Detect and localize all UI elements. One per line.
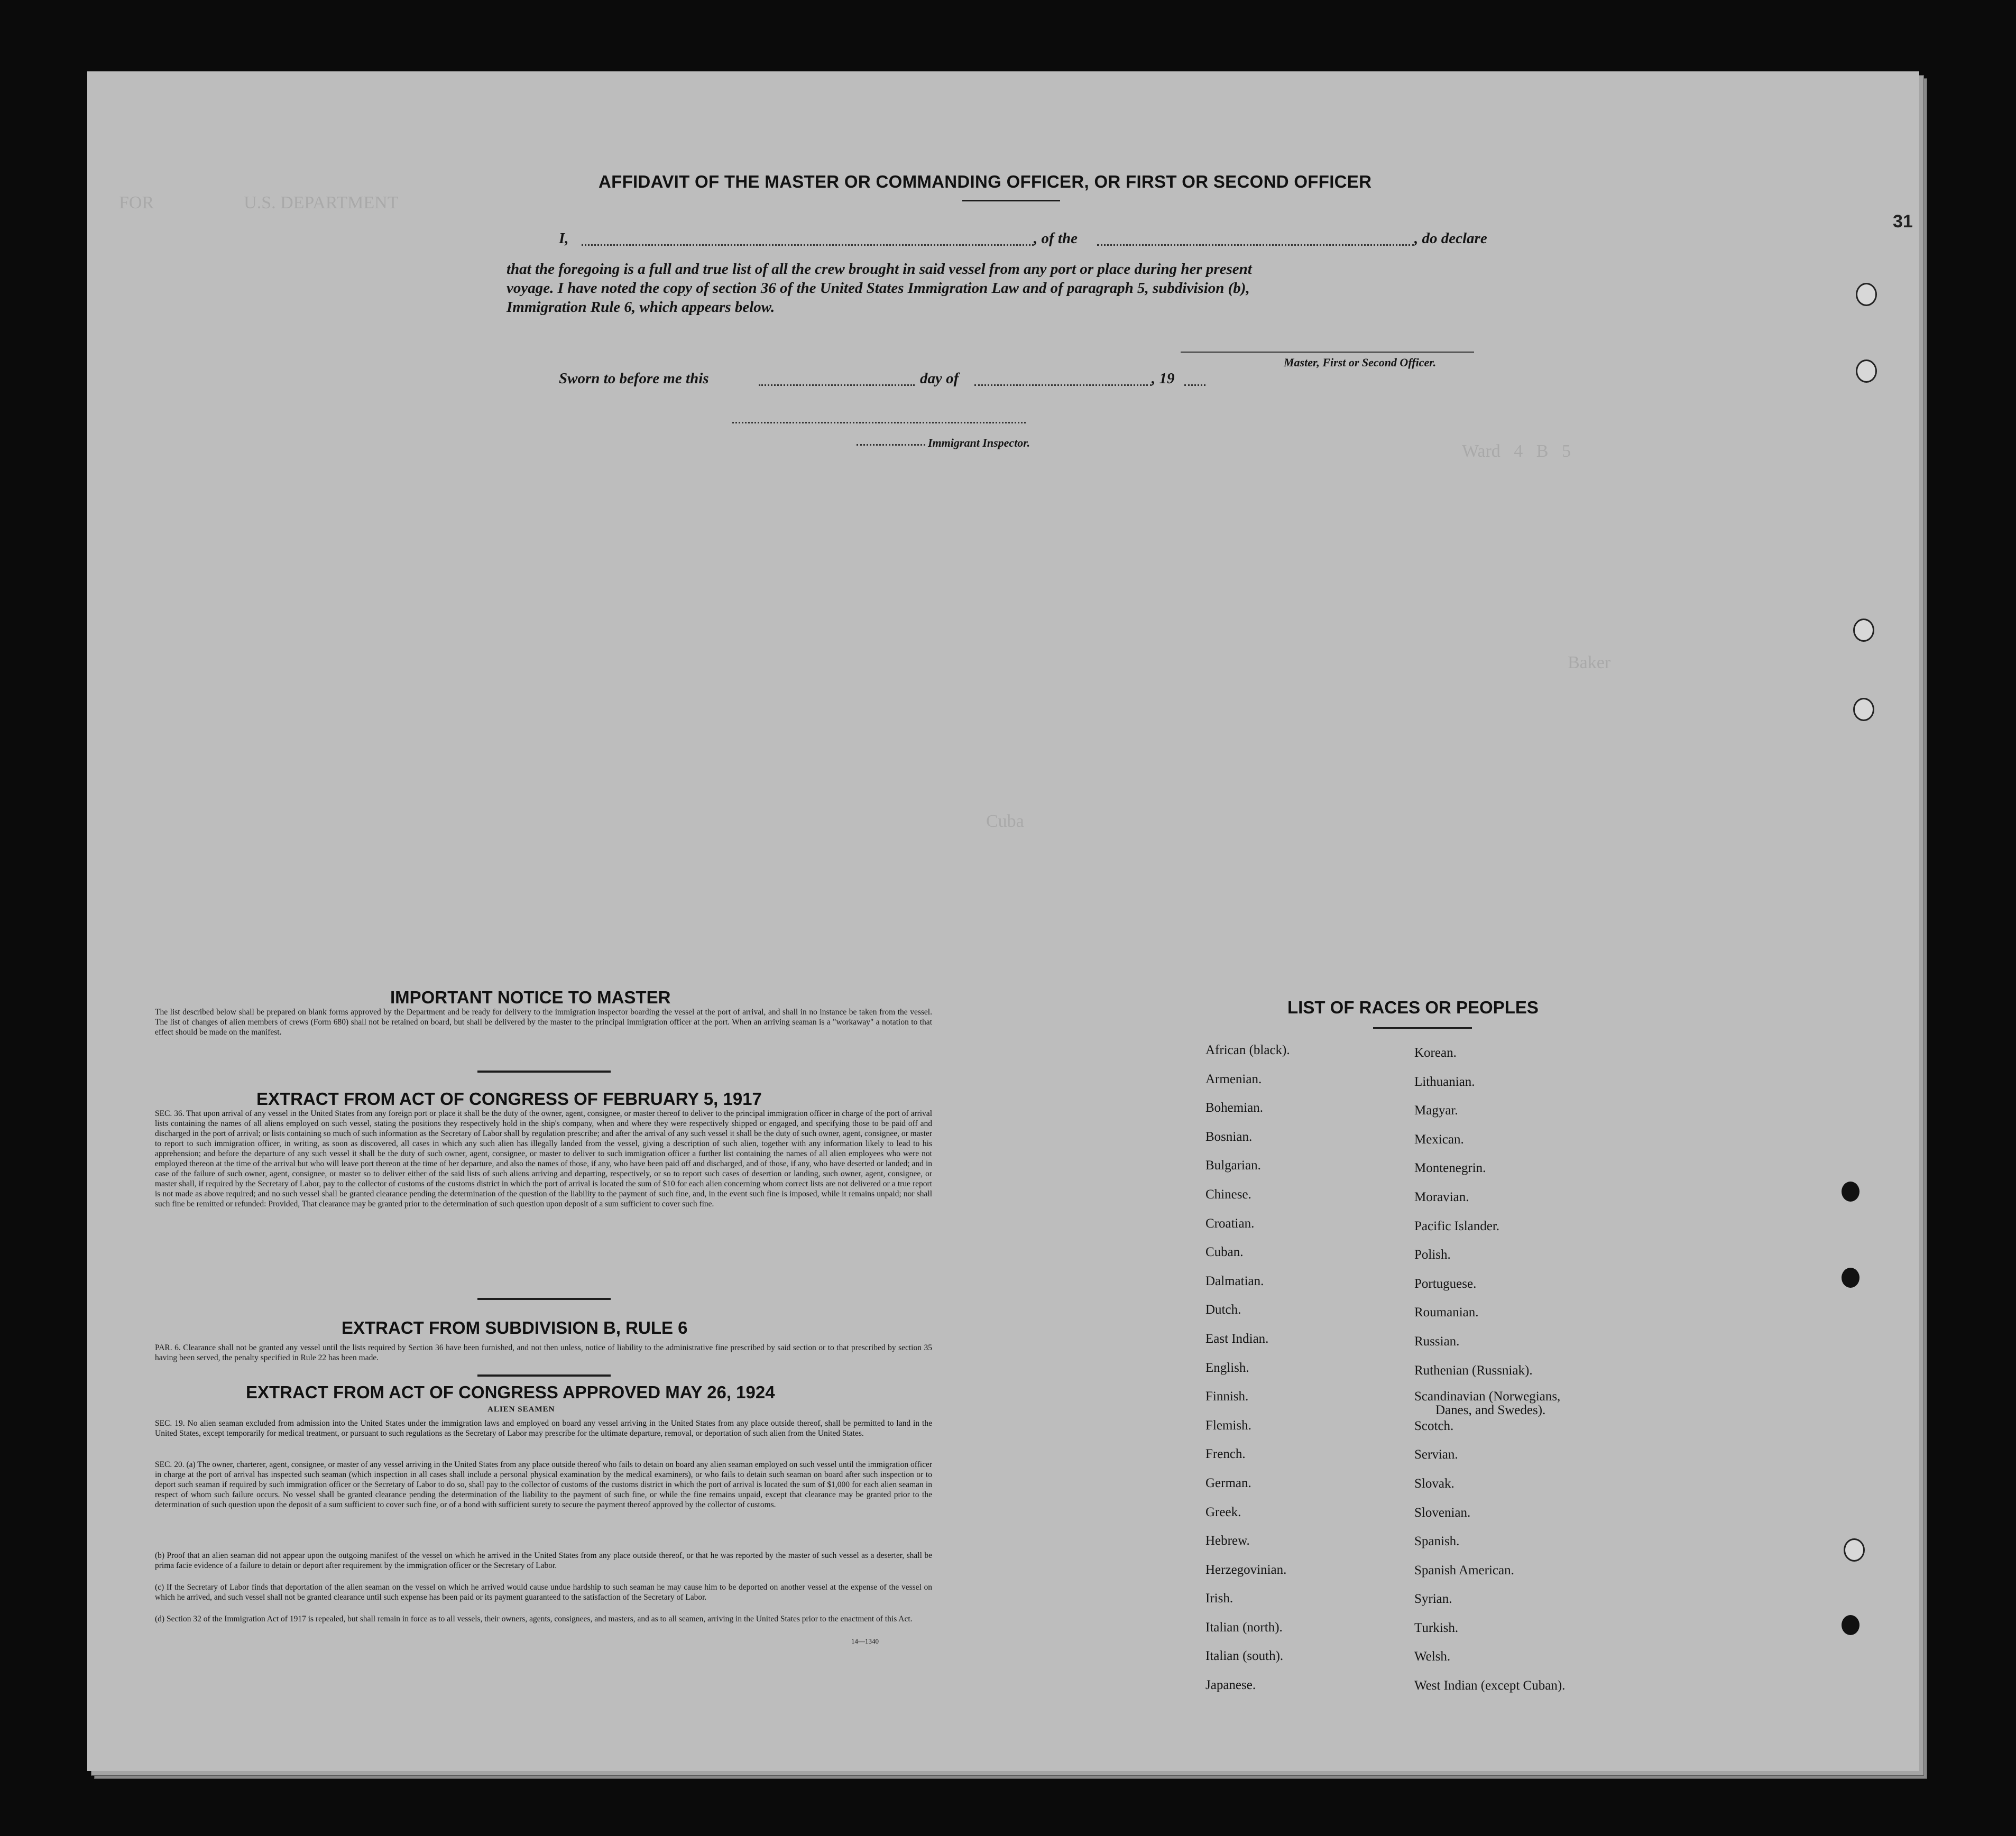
race-item: Russian. <box>1414 1334 1460 1349</box>
extract-1924-sec20a: SEC. 20. (a) The owner, charterer, agent, consignee, or master of any vessel arriving in the United States from any place outside thereof who fails to detain on board any alien seaman employed on such vessel until the immigration officer in charge at the port of arrival has inspected such seaman (which inspection in all cases shall include a personal physical examination by the medical examiners), or who fails to detain such seaman on board after such inspection or to deport such seaman if required by such immigration officer or the Secretary of Labor to do so, shall pay to the collector of customs of the customs district in which the port of arrival is located the sum of $1,000 for each alien seaman in respect of whom such failure occurs. No vessel shall be granted clearance pending the determination of the liability to the payment of such fine, or while the fine remains unpaid, except that clearance may be granted prior to the determination of such question upon the deposit of a sum sufficient to cover such fine, or of a bond with sufficient surety to secure the payment thereof approved by the collector of customs. <box>155 1460 932 1509</box>
alien-seamen-subtitle: ALIEN SEAMEN <box>487 1405 555 1414</box>
day-of-text: day of <box>920 370 959 387</box>
race-item: Slovenian. <box>1414 1505 1471 1520</box>
rule6-title: EXTRACT FROM SUBDIVISION B, RULE 6 <box>342 1318 688 1337</box>
rule6-text: PAR. 6. Clearance shall not be granted any vessel until the lists required by Section 36 have been furnished, and not then unless, notice of liability to the administrative fine prescribed by said section or to that prescribed by section 35 having been served, the penalty specified in Rule 22 has been made. <box>155 1343 932 1362</box>
race-item: Dalmatian. <box>1205 1274 1264 1288</box>
race-item: East Indian. <box>1205 1331 1269 1346</box>
affidavit-line-3: voyage. I have noted the copy of section 36 of the United States Immigration Law and of paragraph 5, subdivision (b), <box>507 280 1250 297</box>
race-item: Korean. <box>1414 1046 1457 1060</box>
extract-1917-title: EXTRACT FROM ACT OF CONGRESS OF FEBRUARY 5, 1917 <box>256 1089 762 1109</box>
name-line <box>582 244 1034 246</box>
race-item-label: Scandinavian (Norwegians, <box>1414 1389 1561 1404</box>
master-signature-line <box>1181 352 1474 353</box>
race-item: West Indian (except Cuban). <box>1414 1678 1566 1693</box>
race-item: Irish. <box>1205 1591 1233 1606</box>
race-item: Mexican. <box>1414 1132 1464 1147</box>
punch-hole <box>1856 359 1877 383</box>
notice-text: The list described below shall be prepared on blank forms approved by the Department and be ready for delivery to the immigration inspector boarding the vessel at the port of arrival, and shall in no instance be taken from the vessel. The list of changes of alien members of crews (Form 680) shall not be retained on board, but shall be delivered by the master to the principal immigration officer at the port. When an arriving seaman is a "workaway" a notation to that effect should be made on the manifest. <box>155 1008 932 1037</box>
race-item: Bulgarian. <box>1205 1158 1261 1173</box>
extract-1924-sec20d: (d) Section 32 of the Immigration Act of 1917 is repealed, but shall remain in force as to all vessels, their owners, agents, consignees, and masters, and as to all seamen, arriving in the United States prior to the enactment of this Act. <box>155 1614 913 1623</box>
notice-title: IMPORTANT NOTICE TO MASTER <box>390 988 671 1007</box>
sworn-month-line <box>974 384 1152 386</box>
punch-hole <box>1842 1182 1859 1202</box>
punch-hole <box>1853 698 1874 721</box>
vessel-line <box>1097 244 1414 246</box>
race-item: Chinese. <box>1205 1187 1251 1202</box>
race-item: Welsh. <box>1414 1649 1451 1664</box>
race-item: Lithuanian. <box>1414 1074 1475 1089</box>
year-text: , 19 <box>1152 370 1175 387</box>
sworn-text: Sworn to before me this <box>559 370 709 387</box>
race-item: African (black). <box>1205 1043 1290 1057</box>
race-item: Portuguese. <box>1414 1276 1477 1291</box>
races-right-column <box>1414 1046 1753 1708</box>
race-item-continuation: Danes, and Swedes). <box>1435 1403 1546 1418</box>
race-item: German. <box>1205 1475 1251 1490</box>
race-item: Bosnian. <box>1205 1129 1253 1144</box>
affidavit-of-the: , of the <box>1034 230 1078 247</box>
race-item: Magyar. <box>1414 1103 1458 1118</box>
race-item: Spanish. <box>1414 1534 1460 1549</box>
inspector-caption: Immigrant Inspector. <box>928 436 1030 449</box>
race-item: Japanese. <box>1205 1678 1256 1693</box>
race-item: Montenegrin. <box>1414 1161 1486 1176</box>
affidavit-i: I, <box>559 230 569 247</box>
race-item: Pacific Islander. <box>1414 1219 1500 1233</box>
race-item: Ruthenian (Russniak). <box>1414 1363 1533 1378</box>
inspector-line-2 <box>857 444 925 446</box>
affidavit-do-declare: , do declare <box>1414 230 1487 247</box>
race-item: Roumanian. <box>1414 1305 1479 1320</box>
race-item: Herzegovinian. <box>1205 1562 1287 1577</box>
race-item: Hebrew. <box>1205 1534 1250 1548</box>
races-rule <box>1373 1027 1472 1029</box>
affidavit-line-2: that the foregoing is a full and true list of all the crew brought in said vessel from any port or place during her present <box>507 261 1252 278</box>
race-item: Bohemian. <box>1205 1101 1264 1115</box>
race-item: Moravian. <box>1414 1189 1469 1204</box>
extract-1924-sec20b: (b) Proof that an alien seaman did not appear upon the outgoing manifest of the vessel on which he arrived in the United States from any place outside thereof, or that he was reported by the master of such vessel as a deserter, shall be prima facie evidence of a failure to detain or deport after requirement by the immigration officer or the Secretary of Labor. <box>155 1551 932 1570</box>
race-item <box>1414 1390 1753 1419</box>
punch-hole <box>1853 619 1874 642</box>
form-number: 14—1340 <box>851 1637 879 1645</box>
race-item: Slovak. <box>1414 1476 1455 1491</box>
edge-number: 31 <box>1893 211 1913 232</box>
race-item: Scotch. <box>1414 1418 1454 1433</box>
race-item: Italian (south). <box>1205 1649 1284 1664</box>
title-rule <box>962 200 1060 201</box>
race-item: Turkish. <box>1414 1620 1459 1635</box>
affidavit-line-4: Immigration Rule 6, which appears below. <box>507 299 775 316</box>
race-item: Dutch. <box>1205 1303 1241 1317</box>
punch-hole <box>1844 1538 1865 1562</box>
document-page: FOR U.S. DEPARTMENT Ward 4 B 5 Baker Cuba 31 AFFIDAVIT OF THE MASTER OR COMMANDING OFFICER, OR FIRST OR SECOND OFFICER I, , of the , do declare that the foregoing is a full and true list of all the crew brought in said vessel from any port or place during her present voyage. I have noted the copy of section 36 of the United States Immigration Law and of paragraph 5, subdivision (b), Immigration Rule 6, which appears below. Master, First or Second Officer. Sworn to before me this day of , 19 Immigrant Inspector. IMPORTANT NOTICE TO MASTER The list described below shall be prepared on blank forms approved by the Department and be ready for delivery to the immigration inspector boarding the vessel at the port of arrival, and shall in no instance be taken from the vessel. The list of changes of alien members of crews (Form 680) shall not be retained on board, but shall be delivered by the master to the principal immigration officer at the port. When an arriving seaman is a "workaway" a notation to that effect should be made on the manifest. EXTRACT FROM ACT OF CONGRESS OF FEBRUARY 5, 1917 SEC. 36. That upon arrival of any vessel in the United States from any foreign port or place it shall be the duty of the owner, agent, consignee, or master thereof to deliver to the principal immigration officer in charge of the port of arrival lists containing the names of all aliens employed on such vessel, stating the positions they respectively hold in the ship's company, when and where they were respectively shipped or engaged, and specifying those to be paid off and discharged in the port of arrival; or lists containing so much of such information as the Secretary of Labor shall by regulation prescribe; and after the arrival of any such vessel it shall be the duty of such owner, agent, consignee, or master to report to such immigration officer, in writing, as soon as discovered, all cases in which any such alien has illegally landed from the vessel, giving a description of such alien, together with any information likely to lead to his apprehension; and before the departure of any such vessel it shall be the duty of such owner, agent, consignee, or master to deliver to such immigration officer a further list containing the names of all alien employees who were not employed thereon at the time of the arrival but who will leave port thereon at the time of her departure, and also the names of those, if any, who have been paid off and discharged, and of those, if any, who have deserted or landed; and in case of the failure of such owner, agent, consignee, or master so to deliver either of the said lists of such aliens arriving and departing, respectively, or so to report such cases of desertion or landing, such owner, agent, consignee, or master shall, if required by the Secretary of Labor, pay to the collector of customs of the customs district in which the port of arrival is located the sum of $10 for each alien concerning whom correct lists are not delivered or a true report is not made as above required; and no such vessel shall be granted clearance pending the determination of the question of the liability to the payment of such fine, and, in the event such fine is imposed, while it remains unpaid; nor shall such fine be remitted or refunded: Provided, That clearance may be granted prior to the determination of such question upon deposit of a sum sufficient to cover such fine. EXTRACT FROM SUBDIVISION B, RULE 6 PAR. 6. Clearance shall not be granted any vessel until the lists required by Section 36 have been furnished, and not then unless, notice of liability to the administrative fine prescribed by said section or to that prescribed by section 35 having been served, the penalty specified in Rule 22 has been made. EXTRACT FROM ACT OF CONGRESS APPROVED MAY 26, 1924 ALIEN SEAMEN SEC. 19. No alien seaman excluded from admission into the United States under the immigration laws and employed on board any vessel arriving in the United States from any place outside thereof, shall be permitted to land in the United States, except temporarily for medical treatment, or pursuant to such regulations as the Secretary of Labor may prescribe for the ultimate departure, removal, or deportation of such alien from the United States. SEC. 20. (a) The owner, charterer, agent, consignee, or master of any vessel arriving in the United States from any place outside thereof who fails to detain on board any alien seaman employed on such vessel until the immigration officer in charge at the port of arrival has inspected such seaman (which inspection in all cases shall include a personal physical examination by the medical examiners), or who fails to detain such seaman on board after such inspection or to deport such seaman if required by such immigration officer or the Secretary of Labor to do so, shall pay to the collector of customs of the customs district in which the port of arrival is located the sum of $1,000 for each alien seaman in respect of whom such failure occurs. No vessel shall be granted clearance pending the determination of the liability to the payment of such fine, or while the fine remains unpaid, except that clearance may be granted prior to the determination of such question upon the deposit of a sum sufficient to cover such fine, or of a bond with sufficient surety to secure the payment thereof approved by the collector of customs. (b) Proof that an alien seaman did not appear upon the outgoing manifest of the vessel on which he arrived in the United States from any place outside thereof, or that he was reported by the master of such vessel as a deserter, shall be prima facie evidence of a failure to detain or deport after requirement by the immigration officer or the Secretary of Labor. (c) If the Secretary of Labor finds that deportation of the alien seaman on the vessel on which he arrived would cause undue hardship to such seaman he may cause him to be deported on another vessel at the expense of the vessel on which he arrived, and such vessel shall not be granted clearance until such expense has been paid or its payment guaranteed to the satisfaction of the Secretary of Labor. (d) Section 32 of the Immigration Act of 1917 is repealed, but shall remain in force as to all vessels, their owners, agents, consignees, and masters, and as to all seamen, arriving in the United States prior to the enactment of this Act. 14—1340 LIST OF RACES OR PEOPLES African (black). Armenian. Bohemian. Bosnian. Bulgarian. Chinese. Croatian. Cuban. Dalmatian. Dutch. East Indian. English. Finnish. Flemish. French. German. Greek. Hebrew. Herzegovinian. Irish. Italian (north). Italian (south). Japanese. Korean. Lithuanian. Magyar. Mexican. Montenegrin. Moravian. Pacific Islander. Polish. Portuguese. Roumanian. Russian. Ruthenian (Russniak). Scandinavian (Norwegians, Danes, and Swedes). Scotch. Servian. Slovak. Slovenian. Spanish. Spanish American. Syrian. Turkish. Welsh. West Indian (except Cuban). <box>87 71 1919 1771</box>
divider <box>477 1298 611 1300</box>
punch-hole <box>1856 283 1877 306</box>
race-item: Spanish American. <box>1414 1563 1514 1577</box>
extract-1917-text: SEC. 36. That upon arrival of any vessel in the United States from any foreign port or place it shall be the duty of the owner, agent, consignee, or master thereof to deliver to the principal immigration officer in charge of the port of arrival lists containing the names of all aliens employed on such vessel, stating the positions they respectively hold in the ship's company, when and where they were respectively shipped or engaged, and specifying those to be paid off and discharged in the port of arrival; or lists containing so much of such information as the Secretary of Labor shall by regulation prescribe; and after the arrival of any such vessel it shall be the duty of such owner, agent, consignee, or master to report to such immigration officer, in writing, as soon as discovered, all cases in which any such alien has illegally landed from the vessel, giving a description of such alien, together with any information likely to lead to his apprehension; and before the departure of any such vessel it shall be the duty of such owner, agent, consignee, or master to deliver to such immigration officer a further list containing the names of all alien employees who were not employed thereon at the time of the arrival but who will leave port thereon at the time of her departure, and also the names of those, if any, who have been paid off and discharged, and of those, if any, who have deserted or landed; and in case of the failure of such owner, agent, consignee, or master so to deliver either of the said lists of such aliens arriving and departing, respectively, or so to report such cases of desertion or landing, such owner, agent, consignee, or master shall, if required by the Secretary of Labor, pay to the collector of customs of the customs district in which the port of arrival is located the sum of $10 for each alien concerning whom correct lists are not delivered or a true report is not made as above required; and no such vessel shall be granted clearance pending the determination of the question of the liability to the payment of such fine, and, in the event such fine is imposed, while it remains unpaid; nor shall such fine be remitted or refunded: Provided, That clearance may be granted prior to the determination of such question upon deposit of a sum sufficient to cover such fine. <box>155 1109 932 1208</box>
race-item: Polish. <box>1414 1248 1451 1262</box>
sworn-day-line <box>759 384 915 386</box>
race-item: Finnish. <box>1205 1389 1249 1404</box>
races-title: LIST OF RACES OR PEOPLES <box>1287 998 1539 1017</box>
race-item: Greek. <box>1205 1505 1241 1519</box>
extract-1924-title: EXTRACT FROM ACT OF CONGRESS APPROVED MAY 26, 1924 <box>246 1382 775 1402</box>
divider <box>477 1071 611 1073</box>
extract-1924-sec20c: (c) If the Secretary of Labor finds that deportation of the alien seaman on the vessel on which he arrived would cause undue hardship to such seaman he may cause him to be deported on another vessel at the expense of the vessel on which he arrived, and such vessel shall not be granted clearance until such expense has been paid or its payment guaranteed to the satisfaction of the Secretary of Labor. <box>155 1583 932 1602</box>
extract-1924-sec19: SEC. 19. No alien seaman excluded from admission into the United States under the immigration laws and employed on board any vessel arriving in the United States from any place outside thereof, shall be permitted to land in the United States, except temporarily for medical treatment, or pursuant to such regulations as the Secretary of Labor may prescribe for the ultimate departure, removal, or deportation of such alien from the United States. <box>155 1419 932 1438</box>
affidavit-title: AFFIDAVIT OF THE MASTER OR COMMANDING OFFICER, OR FIRST OR SECOND OFFICER <box>599 172 1372 191</box>
inspector-line-1 <box>732 422 1026 423</box>
race-item: Armenian. <box>1205 1072 1262 1086</box>
race-item: Italian (north). <box>1205 1620 1283 1635</box>
race-item: Servian. <box>1414 1447 1458 1462</box>
punch-hole <box>1842 1268 1859 1288</box>
race-item: English. <box>1205 1360 1249 1375</box>
year-line <box>1184 384 1205 386</box>
race-item: Flemish. <box>1205 1418 1251 1433</box>
race-item: French. <box>1205 1447 1246 1462</box>
punch-hole <box>1842 1615 1859 1635</box>
divider <box>477 1374 611 1377</box>
race-item: Syrian. <box>1414 1592 1452 1607</box>
race-item: Cuban. <box>1205 1245 1244 1260</box>
race-item: Croatian. <box>1205 1216 1255 1231</box>
master-caption: Master, First or Second Officer. <box>1284 356 1437 369</box>
